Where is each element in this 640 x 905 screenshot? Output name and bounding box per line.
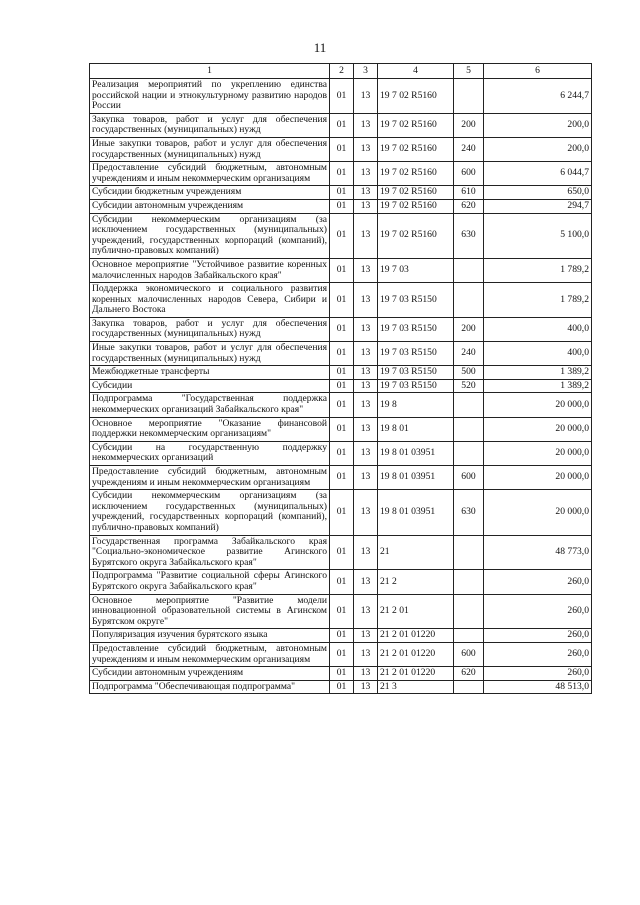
section-cell: 01 (330, 490, 354, 535)
section-cell: 01 (330, 317, 354, 341)
row-name-cell: Субсидии некоммерческим организациям (за исключением государственных (муниципальных) учреждений, государственных корпораций (компаний), публично-правовых компаний) (90, 490, 330, 535)
subsection-cell: 13 (354, 393, 378, 417)
row-name-cell: Подпрограмма "Обеспечивающая подпрограмма" (90, 680, 330, 694)
target-article-cell: 19 7 03 (378, 258, 454, 282)
target-article-cell: 19 7 03 R5150 (378, 366, 454, 380)
expense-type-cell: 500 (454, 366, 484, 380)
section-cell: 01 (330, 113, 354, 137)
table-row (90, 342, 592, 366)
amount-cell: 260,0 (484, 629, 592, 643)
table-row (90, 570, 592, 594)
target-article-cell: 19 7 02 R5160 (378, 113, 454, 137)
expense-type-cell: 630 (454, 213, 484, 258)
row-name-cell: Иные закупки товаров, работ и услуг для обеспечения государственных (муниципальных) нужд (90, 342, 330, 366)
target-article-cell: 19 7 03 R5150 (378, 342, 454, 366)
target-article-cell: 19 8 01 03951 (378, 441, 454, 465)
expense-type-cell: 200 (454, 317, 484, 341)
expense-type-cell: 630 (454, 490, 484, 535)
subsection-cell: 13 (354, 186, 378, 200)
amount-cell: 400,0 (484, 342, 592, 366)
row-name-cell: Межбюджетные трансферты (90, 366, 330, 380)
section-cell: 01 (330, 535, 354, 570)
amount-cell: 20 000,0 (484, 417, 592, 441)
target-article-cell: 21 2 01 01220 (378, 642, 454, 666)
amount-cell: 1 789,2 (484, 258, 592, 282)
table-row (90, 629, 592, 643)
target-article-cell: 21 2 01 (378, 594, 454, 629)
section-cell: 01 (330, 137, 354, 161)
amount-cell: 260,0 (484, 570, 592, 594)
table-row (90, 490, 592, 535)
expense-type-cell (454, 417, 484, 441)
row-name-cell: Субсидии автономным учреждениям (90, 199, 330, 213)
amount-cell: 20 000,0 (484, 441, 592, 465)
row-name-cell: Предоставление субсидий бюджетным, автономным учреждениям и иным некоммерческим организациям (90, 162, 330, 186)
target-article-cell: 21 3 (378, 680, 454, 694)
row-name-cell: Закупка товаров, работ и услуг для обеспечения государственных (муниципальных) нужд (90, 113, 330, 137)
expense-type-cell: 600 (454, 162, 484, 186)
amount-cell: 5 100,0 (484, 213, 592, 258)
column-header: 6 (484, 64, 592, 79)
target-article-cell: 19 7 03 R5150 (378, 379, 454, 393)
subsection-cell: 13 (354, 79, 378, 114)
target-article-cell: 19 7 02 R5160 (378, 213, 454, 258)
subsection-cell: 13 (354, 162, 378, 186)
section-cell: 01 (330, 199, 354, 213)
amount-cell: 260,0 (484, 667, 592, 681)
target-article-cell: 19 7 02 R5160 (378, 79, 454, 114)
expense-type-cell: 200 (454, 113, 484, 137)
expense-type-cell: 620 (454, 199, 484, 213)
amount-cell: 650,0 (484, 186, 592, 200)
column-header: 1 (90, 64, 330, 79)
expense-type-cell (454, 680, 484, 694)
expense-type-cell (454, 441, 484, 465)
target-article-cell: 19 8 01 03951 (378, 490, 454, 535)
table-row (90, 379, 592, 393)
column-header: 4 (378, 64, 454, 79)
subsection-cell: 13 (354, 490, 378, 535)
row-name-cell: Основное мероприятие "Устойчивое развитие коренных малочисленных народов Забайкальского края" (90, 258, 330, 282)
subsection-cell: 13 (354, 570, 378, 594)
column-header: 2 (330, 64, 354, 79)
expense-type-cell: 610 (454, 186, 484, 200)
amount-cell: 20 000,0 (484, 393, 592, 417)
amount-cell: 20 000,0 (484, 490, 592, 535)
row-name-cell: Государственная программа Забайкальского края "Социально-экономическое развитие Агинского Бурятского округа Забайкальского края" (90, 535, 330, 570)
target-article-cell: 19 8 01 (378, 417, 454, 441)
amount-cell: 294,7 (484, 199, 592, 213)
row-name-cell: Подпрограмма "Государственная поддержка некоммерческих организаций Забайкальского края" (90, 393, 330, 417)
target-article-cell: 19 7 02 R5160 (378, 137, 454, 161)
row-name-cell: Иные закупки товаров, работ и услуг для обеспечения государственных (муниципальных) нужд (90, 137, 330, 161)
expense-type-cell: 520 (454, 379, 484, 393)
amount-cell: 260,0 (484, 594, 592, 629)
table-row (90, 258, 592, 282)
row-name-cell: Субсидии на государственную поддержку некоммерческих организаций (90, 441, 330, 465)
subsection-cell: 13 (354, 342, 378, 366)
row-name-cell: Субсидии некоммерческим организациям (за исключением государственных (муниципальных) учреждений, государственных корпораций (компаний), публично-правовых компаний) (90, 213, 330, 258)
table-row (90, 137, 592, 161)
expense-type-cell: 620 (454, 667, 484, 681)
amount-cell: 48 773,0 (484, 535, 592, 570)
target-article-cell: 21 (378, 535, 454, 570)
amount-cell: 200,0 (484, 113, 592, 137)
section-cell: 01 (330, 342, 354, 366)
target-article-cell: 21 2 (378, 570, 454, 594)
subsection-cell: 13 (354, 642, 378, 666)
subsection-cell: 13 (354, 667, 378, 681)
table-row (90, 466, 592, 490)
expense-type-cell: 240 (454, 342, 484, 366)
table-row (90, 113, 592, 137)
table-header-row (90, 64, 592, 79)
row-name-cell: Предоставление субсидий бюджетным, автономным учреждениям и иным некоммерческим организациям (90, 642, 330, 666)
expense-type-cell (454, 393, 484, 417)
expense-type-cell (454, 594, 484, 629)
row-name-cell: Основное мероприятие "Развитие модели инновационной образовательной системы в Агинском Бурятском округе" (90, 594, 330, 629)
subsection-cell: 13 (354, 594, 378, 629)
row-name-cell: Популяризация изучения бурятского языка (90, 629, 330, 643)
target-article-cell: 21 2 01 01220 (378, 629, 454, 643)
row-name-cell: Подпрограмма "Развитие социальной сферы Агинского Бурятского округа Забайкальского края" (90, 570, 330, 594)
subsection-cell: 13 (354, 137, 378, 161)
row-name-cell: Субсидии бюджетным учреждениям (90, 186, 330, 200)
row-name-cell: Основное мероприятие "Оказание финансовой поддержки некоммерческим организациям" (90, 417, 330, 441)
table-row (90, 213, 592, 258)
amount-cell: 20 000,0 (484, 466, 592, 490)
section-cell: 01 (330, 667, 354, 681)
expense-type-cell (454, 79, 484, 114)
table-row (90, 441, 592, 465)
table-row (90, 393, 592, 417)
amount-cell: 48 513,0 (484, 680, 592, 694)
amount-cell: 1 389,2 (484, 366, 592, 380)
table-row (90, 667, 592, 681)
subsection-cell: 13 (354, 466, 378, 490)
table-row (90, 186, 592, 200)
target-article-cell: 19 7 03 R5150 (378, 317, 454, 341)
table-row (90, 417, 592, 441)
section-cell: 01 (330, 441, 354, 465)
column-header: 3 (354, 64, 378, 79)
target-article-cell: 19 7 02 R5160 (378, 199, 454, 213)
page-number: 11 (313, 40, 327, 55)
row-name-cell: Реализация мероприятий по укреплению единства российской нации и этнокультурному развитию народов России (90, 79, 330, 114)
expense-type-cell (454, 535, 484, 570)
amount-cell: 1 789,2 (484, 283, 592, 318)
section-cell: 01 (330, 393, 354, 417)
amount-cell: 1 389,2 (484, 379, 592, 393)
section-cell: 01 (330, 258, 354, 282)
section-cell: 01 (330, 379, 354, 393)
amount-cell: 6 044,7 (484, 162, 592, 186)
expense-type-cell (454, 283, 484, 318)
subsection-cell: 13 (354, 113, 378, 137)
expense-type-cell (454, 258, 484, 282)
amount-cell: 6 244,7 (484, 79, 592, 114)
subsection-cell: 13 (354, 258, 378, 282)
row-name-cell: Предоставление субсидий бюджетным, автономным учреждениям и иным некоммерческим организациям (90, 466, 330, 490)
section-cell: 01 (330, 680, 354, 694)
row-name-cell: Субсидии автономным учреждениям (90, 667, 330, 681)
section-cell: 01 (330, 366, 354, 380)
section-cell: 01 (330, 79, 354, 114)
target-article-cell: 21 2 01 01220 (378, 667, 454, 681)
subsection-cell: 13 (354, 283, 378, 318)
subsection-cell: 13 (354, 366, 378, 380)
table-row (90, 283, 592, 318)
table-row (90, 79, 592, 114)
target-article-cell: 19 7 03 R5150 (378, 283, 454, 318)
subsection-cell: 13 (354, 441, 378, 465)
section-cell: 01 (330, 570, 354, 594)
subsection-cell: 13 (354, 680, 378, 694)
table-row (90, 594, 592, 629)
section-cell: 01 (330, 283, 354, 318)
row-name-cell: Закупка товаров, работ и услуг для обеспечения государственных (муниципальных) нужд (90, 317, 330, 341)
section-cell: 01 (330, 417, 354, 441)
subsection-cell: 13 (354, 535, 378, 570)
expense-type-cell: 600 (454, 466, 484, 490)
table-row (90, 199, 592, 213)
subsection-cell: 13 (354, 417, 378, 441)
row-name-cell: Субсидии (90, 379, 330, 393)
section-cell: 01 (330, 162, 354, 186)
table-row (90, 680, 592, 694)
target-article-cell: 19 7 02 R5160 (378, 162, 454, 186)
target-article-cell: 19 8 (378, 393, 454, 417)
section-cell: 01 (330, 642, 354, 666)
subsection-cell: 13 (354, 379, 378, 393)
expense-type-cell (454, 570, 484, 594)
section-cell: 01 (330, 186, 354, 200)
expense-type-cell: 240 (454, 137, 484, 161)
section-cell: 01 (330, 594, 354, 629)
subsection-cell: 13 (354, 317, 378, 341)
target-article-cell: 19 8 01 03951 (378, 466, 454, 490)
amount-cell: 200,0 (484, 137, 592, 161)
table-row (90, 535, 592, 570)
table-row (90, 642, 592, 666)
subsection-cell: 13 (354, 213, 378, 258)
subsection-cell: 13 (354, 199, 378, 213)
section-cell: 01 (330, 629, 354, 643)
section-cell: 01 (330, 213, 354, 258)
expense-type-cell (454, 629, 484, 643)
amount-cell: 260,0 (484, 642, 592, 666)
amount-cell: 400,0 (484, 317, 592, 341)
expense-type-cell: 600 (454, 642, 484, 666)
budget-table (89, 63, 592, 694)
target-article-cell: 19 7 02 R5160 (378, 186, 454, 200)
row-name-cell: Поддержка экономического и социального развития коренных малочисленных народов Севера, Сибири и Дальнего Востока (90, 283, 330, 318)
subsection-cell: 13 (354, 629, 378, 643)
table-row (90, 317, 592, 341)
table-row (90, 162, 592, 186)
table-row (90, 366, 592, 380)
column-header: 5 (454, 64, 484, 79)
section-cell: 01 (330, 466, 354, 490)
